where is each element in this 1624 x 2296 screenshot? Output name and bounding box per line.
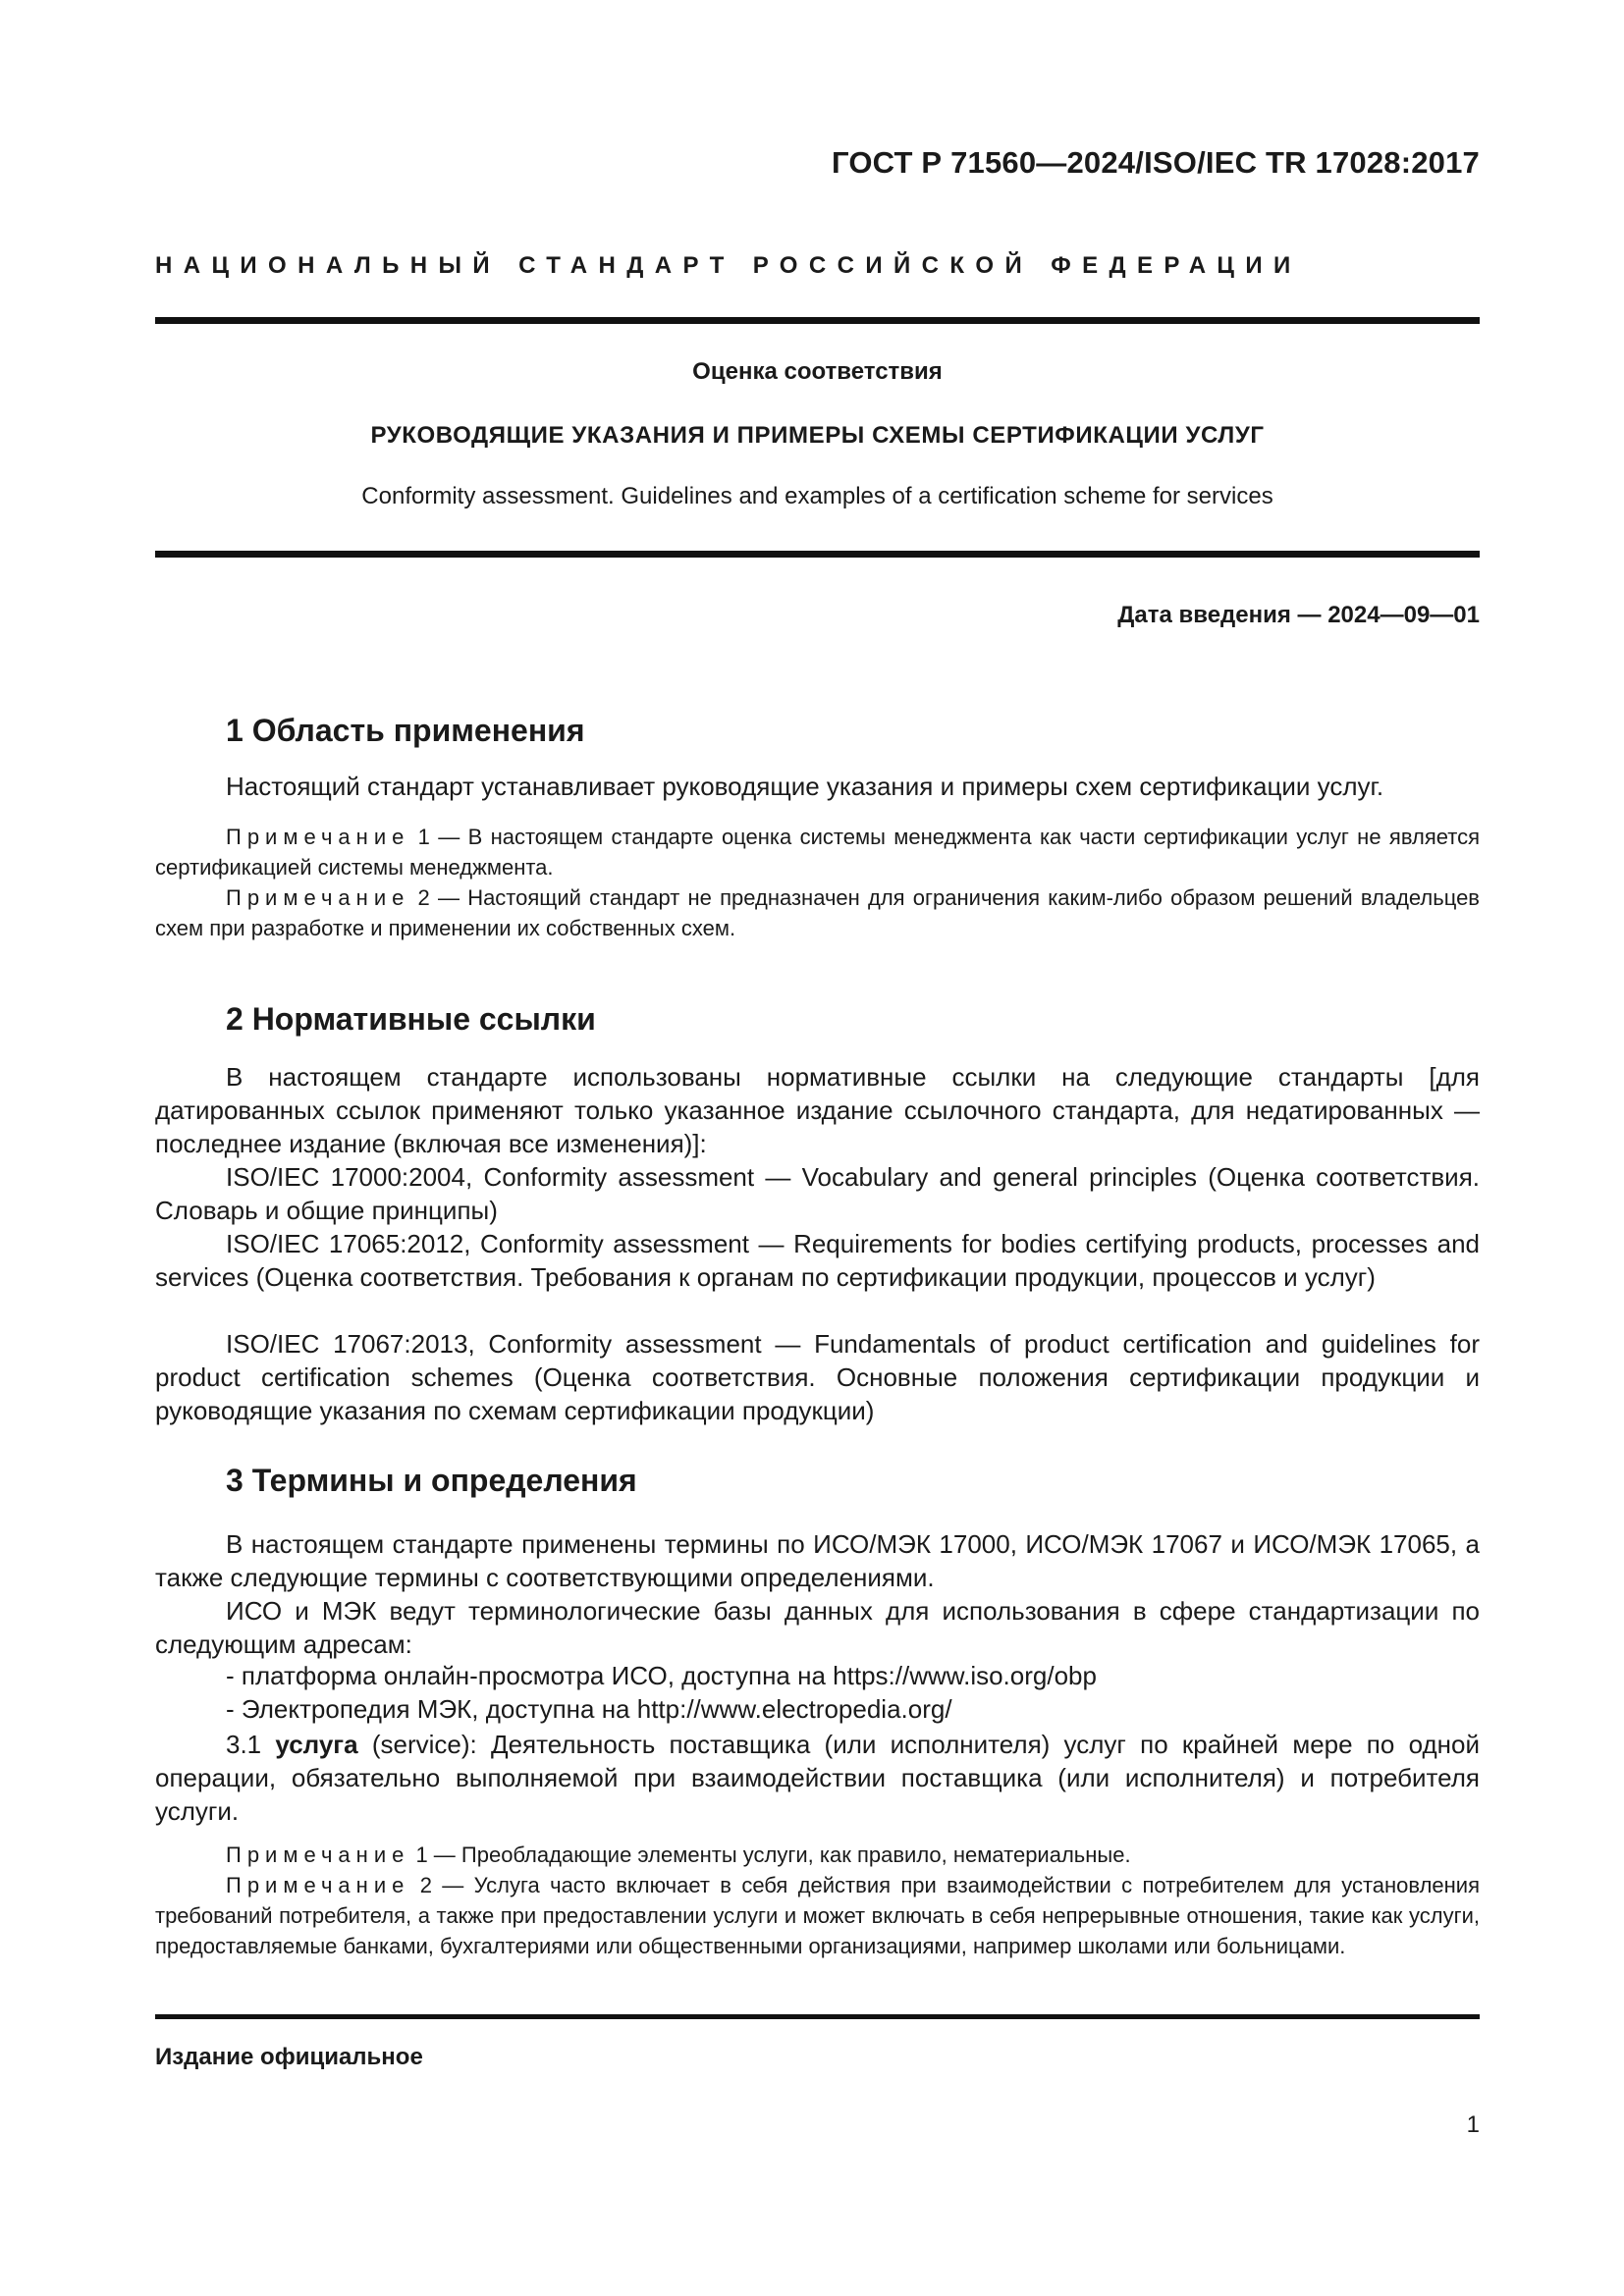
term-database-iec: - Электропедия МЭК, доступна на http://www.electropedia.org/	[226, 1694, 952, 1724]
document-title-en: Conformity assessment. Guidelines and examples of a certification scheme for services	[361, 483, 1273, 509]
title-rule	[155, 551, 1480, 558]
section-2-heading: 2 Нормативные ссылки	[226, 1001, 596, 1037]
section-1-note-1: Примечание 1 — В настоящем стандарте оценка системы менеджмента как части сертификации услуг не является сертификацией системы менеджмента.	[155, 825, 1480, 880]
section-3-heading: 3 Термины и определения	[226, 1463, 637, 1498]
term-definition-3-1: 3.1 услуга (service): Деятельность поставщика (или исполнителя) услуг по крайней мере по одной операции, обязательно выполняемой при взаимодействии поставщика (или исполнителя) и потребителя услуги.	[155, 1730, 1480, 1826]
section-2-intro: В настоящем стандарте использованы нормативные ссылки на следующие стандарты [для датированных ссылок применяют только указанное издание ссылочного стандарта, для недатированных — последнее издание (включая все изменения)]:	[155, 1062, 1480, 1158]
section-3-note-2: Примечание 2 — Услуга часто включает в себя действия при взаимодействии с потребителем для установления требований потребителя, а также при предоставлении услуги и может включать в себя непрерывные отношения, такие как услуги, предоставляемые банками, бухгалтериями или общественными организациями, например школами или больницами.	[155, 1873, 1480, 1958]
document-page	[155, 0, 1480, 2296]
standard-code: ГОСТ Р 71560—2024/ISO/IEC TR 17028:2017	[831, 145, 1480, 180]
document-subject: Оценка соответствия	[692, 358, 943, 385]
section-3-intro: В настоящем стандарте применены термины по ИСО/МЭК 17000, ИСО/МЭК 17067 и ИСО/МЭК 17065, а также следующие термины с соответствующими определениями.	[155, 1529, 1480, 1592]
section-1-note-2: Примечание 2 — Настоящий стандарт не предназначен для ограничения каким-либо образом решений владельцев схем при разработке и применении их собственных схем.	[155, 885, 1480, 940]
section-3-note-1: Примечание 1 — Преобладающие элементы услуги, как правило, нематериальные.	[226, 1842, 1131, 1867]
footer-rule	[155, 2014, 1480, 2019]
document-title-ru: РУКОВОДЯЩИЕ УКАЗАНИЯ И ПРИМЕРЫ СХЕМЫ СЕРТИФИКАЦИИ УСЛУГ	[370, 422, 1265, 449]
normative-reference-3: ISO/IEC 17067:2013, Conformity assessment — Fundamentals of product certification and guidelines for product certification schemes (Оценка соответствия. Основные положения сертификации продукции и руководящие указания по схемам сертификации продукции)	[155, 1329, 1480, 1425]
section-1-text: Настоящий стандарт устанавливает руководящие указания и примеры схем сертификации услуг.	[226, 772, 1384, 801]
term-word: услуга	[275, 1730, 358, 1759]
normative-reference-1: ISO/IEC 17000:2004, Conformity assessment — Vocabulary and general principles (Оценка соответствия. Словарь и общие принципы)	[155, 1162, 1480, 1225]
national-standard-banner: НАЦИОНАЛЬНЫЙ СТАНДАРТ РОССИЙСКОЙ ФЕДЕРАЦИИ	[155, 252, 1302, 279]
introduction-date: Дата введения — 2024—09—01	[1117, 602, 1480, 628]
term-database-intro: ИСО и МЭК ведут терминологические базы данных для использования в сфере стандартизации по следующим адресам:	[155, 1596, 1480, 1659]
term-database-iso: - платформа онлайн-просмотра ИСО, доступна на https://www.iso.org/obp	[226, 1661, 1097, 1690]
normative-reference-2: ISO/IEC 17065:2012, Conformity assessment — Requirements for bodies certifying products, processes and services (Оценка соответствия. Требования к органам по сертификации продукции, процессов и услуг)	[155, 1229, 1480, 1292]
page-number: 1	[1466, 2111, 1480, 2138]
section-1-heading: 1 Область применения	[226, 713, 585, 748]
top-rule	[155, 317, 1480, 324]
official-edition: Издание официальное	[155, 2044, 423, 2070]
